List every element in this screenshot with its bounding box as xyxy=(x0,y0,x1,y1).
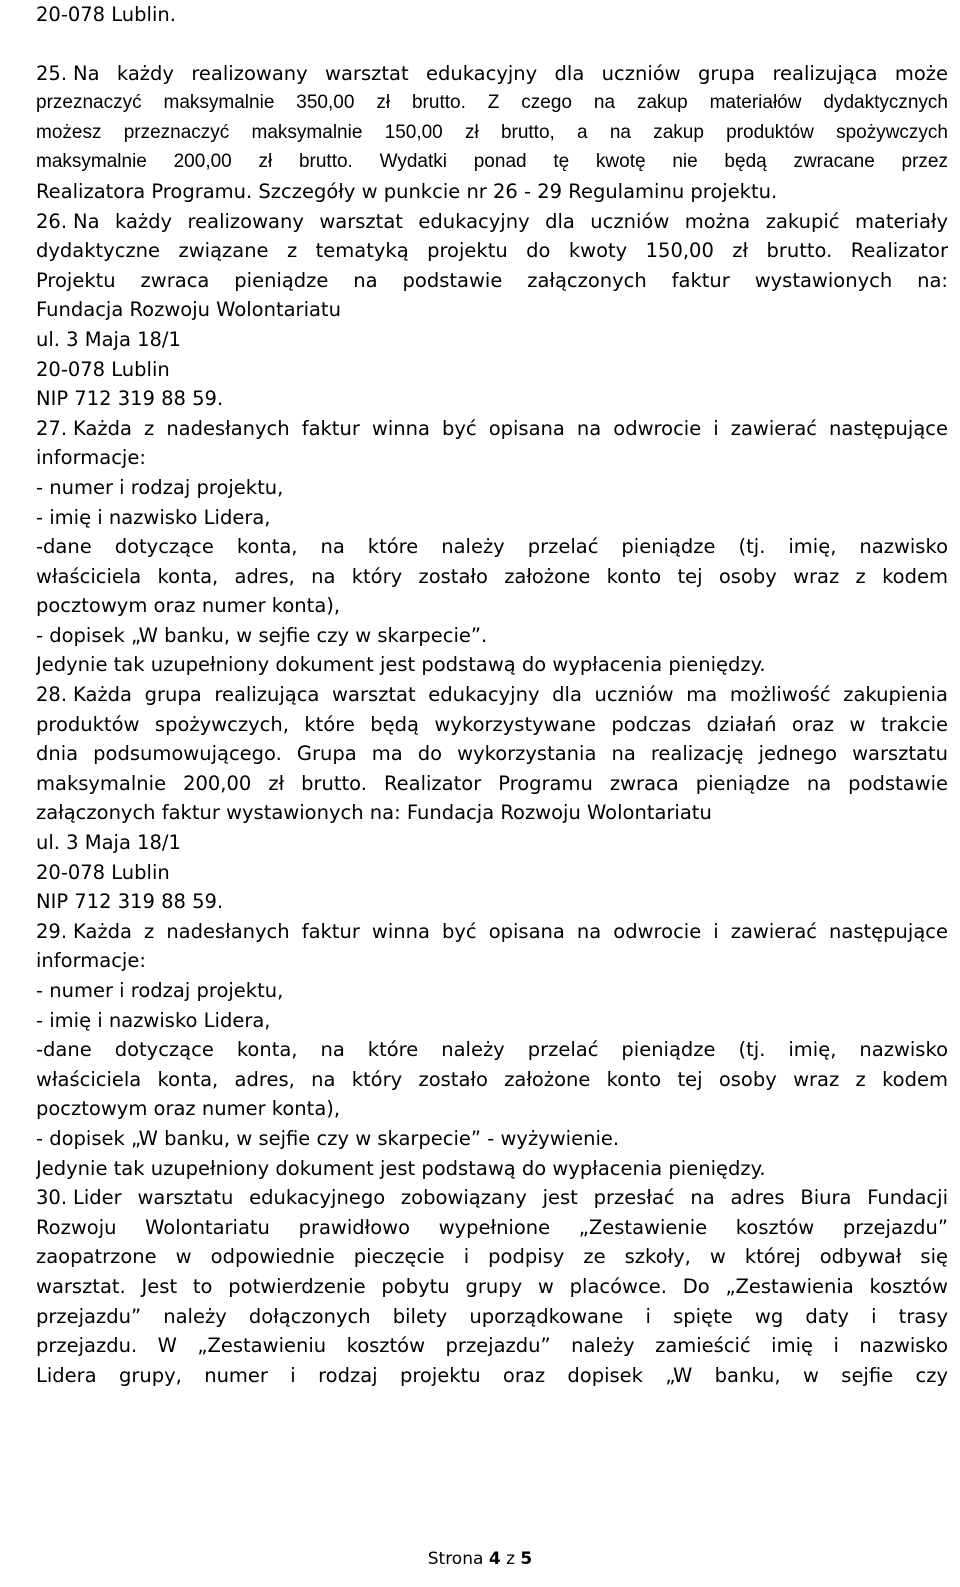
list-item: - dopisek „W banku, w sejfie czy w skarpecie” - wyżywienie. xyxy=(36,1126,620,1150)
page-label: Strona xyxy=(427,1549,484,1569)
paragraph-text: Jedynie tak uzupełniony dokument jest podstawą do wypłacenia pieniędzy. xyxy=(36,1156,766,1180)
paragraph-text: maksymalnie 200,00 zł brutto. Wydatki ponad tę kwotę nie będą zwracane przez xyxy=(36,151,948,173)
paragraph-27 xyxy=(36,414,948,680)
paragraph-text: dnia podsumowującego. Grupa ma do wykorzystania na realizację jednego warsztatu xyxy=(36,742,948,766)
paragraph-text: ul. 3 Maja 18/1 xyxy=(36,831,181,855)
list-item: - dopisek „W banku, w sejfie czy w skarpecie”. xyxy=(36,623,488,647)
document-page xyxy=(36,0,948,1390)
paragraph-text: Fundacja Rozwoju Wolontariatu xyxy=(36,298,341,322)
page-separator: z xyxy=(506,1549,515,1569)
paragraph-text: możesz przeznaczyć maksymalnie 150,00 zł brutto, a na zakup produktów spożywczych xyxy=(36,121,948,143)
paragraph-text: Realizatora Programu. Szczegóły w punkcie nr 26 - 29 Regulaminu projektu. xyxy=(36,179,778,203)
paragraph-text: maksymalnie 200,00 zł brutto. Realizator Programu zwraca pieniądze na podstawie xyxy=(36,771,948,795)
paragraph-number: 28. xyxy=(36,683,68,707)
paragraph-text: właściciela konta, adres, na który zostało założone konto tej osoby wraz z kodem xyxy=(36,564,948,588)
list-item: - imię i nazwisko Lidera, xyxy=(36,1008,271,1032)
paragraph-text: NIP 712 319 88 59. xyxy=(36,387,224,411)
paragraph-text: pocztowym oraz numer konta), xyxy=(36,1097,341,1121)
paragraph-text: Projektu zwraca pieniądze na podstawie załączonych faktur wystawionych na: xyxy=(36,268,948,292)
list-item: - numer i rodzaj projektu, xyxy=(36,979,284,1002)
paragraph-text: informacje: xyxy=(36,949,146,973)
paragraph-text: Lider warsztatu edukacyjnego zobowiązany jest przesłać na adres Biura Fundacji xyxy=(73,1186,948,1210)
page-footer xyxy=(0,1549,960,1569)
paragraph-text: przejazdu” należy dołączonych bilety uporządkowane i spięte wg daty i trasy xyxy=(36,1304,948,1328)
paragraph-number: 27. xyxy=(36,416,68,440)
list-item: - imię i nazwisko Lidera, xyxy=(36,505,271,529)
list-item: -dane dotyczące konta, na które należy przelać pieniądze (tj. imię, nazwisko xyxy=(36,1038,948,1062)
list-item: -dane dotyczące konta, na które należy przelać pieniądze (tj. imię, nazwisko xyxy=(36,535,948,559)
paragraph-text: Na każdy realizowany warsztat edukacyjny dla uczniów grupa realizująca może xyxy=(73,61,948,85)
paragraph-28 xyxy=(36,680,948,917)
paragraph-25 xyxy=(36,59,948,207)
paragraph-text: 20-078 Lublin xyxy=(36,860,170,884)
paragraph-text: Każda z nadesłanych faktur winna być opisana na odwrocie i zawierać następujące xyxy=(73,416,948,440)
address-line: 20-078 Lublin. xyxy=(36,3,176,26)
paragraph-text: właściciela konta, adres, na który zostało założone konto tej osoby wraz z kodem xyxy=(36,1067,948,1091)
paragraph-text: przeznaczyć maksymalnie 350,00 zł brutto. Z czego na zakup materiałów dydaktycznych xyxy=(36,92,948,114)
paragraph-number: 29. xyxy=(36,919,68,943)
paragraph-26 xyxy=(36,207,948,414)
paragraph-text: informacje: xyxy=(36,446,146,470)
paragraph-text: Lidera grupy, numer i rodzaj projektu oraz dopisek „W banku, w sejfie czy xyxy=(36,1363,948,1387)
list-item: - numer i rodzaj projektu, xyxy=(36,475,284,499)
paragraph-text: zaopatrzone w odpowiednie pieczęcie i podpisy ze szkoły, w której odbywał się xyxy=(36,1245,948,1269)
paragraph-text: Każda z nadesłanych faktur winna być opisana na odwrocie i zawierać następujące xyxy=(73,919,948,943)
paragraph-number: 26. xyxy=(36,209,68,233)
spacer xyxy=(36,30,948,59)
paragraph-text: załączonych faktur wystawionych na: Fundacja Rozwoju Wolontariatu xyxy=(36,801,712,825)
paragraph-text: Na każdy realizowany warsztat edukacyjny dla uczniów można zakupić materiały xyxy=(73,209,948,233)
paragraph-text: NIP 712 319 88 59. xyxy=(36,890,224,914)
paragraph-text: produktów spożywczych, które będą wykorzystywane podczas działań oraz w trakcie xyxy=(36,712,948,736)
total-pages-number: 5 xyxy=(520,1549,533,1569)
paragraph-text: Jedynie tak uzupełniony dokument jest podstawą do wypłacenia pieniędzy. xyxy=(36,653,766,677)
paragraph-text: Każda grupa realizująca warsztat edukacyjny dla uczniów ma możliwość zakupienia xyxy=(73,683,948,707)
paragraph-number: 25. xyxy=(36,61,68,85)
current-page-number: 4 xyxy=(488,1549,501,1569)
paragraph-29 xyxy=(36,917,948,1183)
paragraph-text: dydaktyczne związane z tematyką projektu do kwoty 150,00 zł brutto. Realizator xyxy=(36,239,948,263)
paragraph-text: Rozwoju Wolontariatu prawidłowo wypełnione „Zestawienie kosztów przejazdu” xyxy=(36,1215,948,1239)
paragraph-text: przejazdu. W „Zestawieniu kosztów przejazdu” należy zamieścić imię i nazwisko xyxy=(36,1334,948,1358)
paragraph-text: 20-078 Lublin xyxy=(36,357,170,381)
paragraph-text: ul. 3 Maja 18/1 xyxy=(36,327,181,351)
paragraph-number: 30. xyxy=(36,1186,68,1210)
paragraph-30 xyxy=(36,1183,948,1390)
paragraph-text: pocztowym oraz numer konta), xyxy=(36,594,341,618)
paragraph-text: warsztat. Jest to potwierdzenie pobytu grupy w placówce. Do „Zestawienia kosztów xyxy=(36,1274,948,1298)
